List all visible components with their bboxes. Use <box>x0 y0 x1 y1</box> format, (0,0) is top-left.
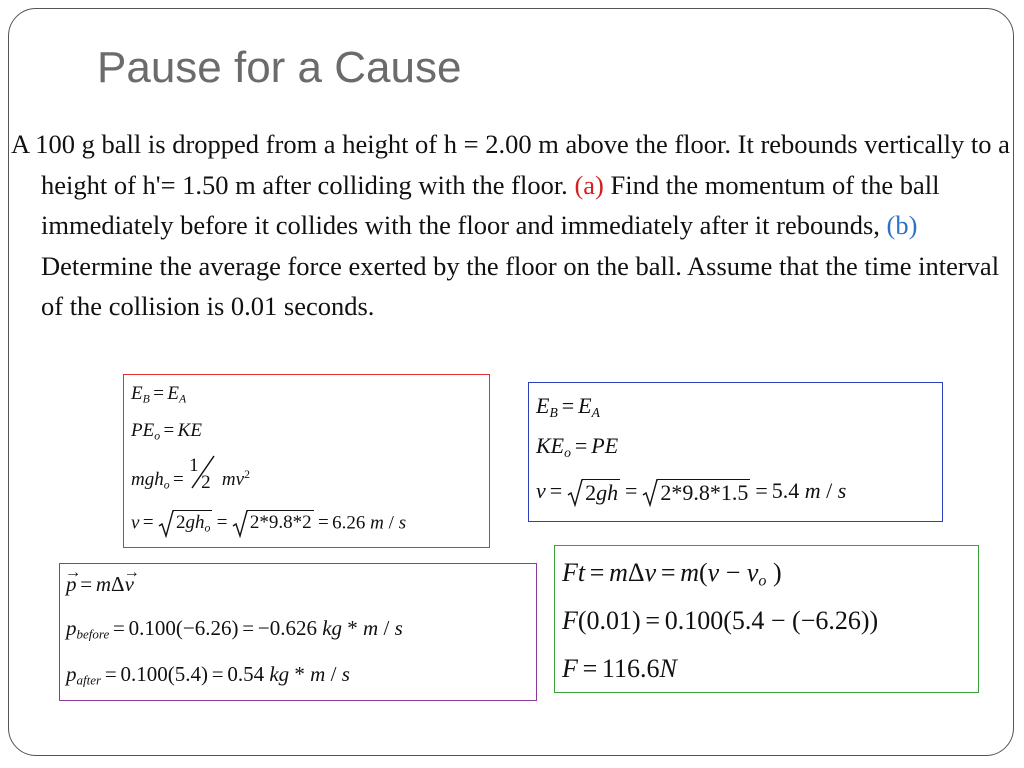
slide-title: Pause for a Cause <box>97 43 462 92</box>
momentum-box <box>59 563 537 701</box>
momentum-after: $p_{after} = 0.100(5.4) = 0.54$ kg * m / s <box>66 662 350 688</box>
energy-before-box <box>123 374 490 548</box>
problem-statement <box>11 124 1016 327</box>
velocity-equation: v = 2gh = 2*9.8*1.5 = 5.4 m / s <box>536 478 847 505</box>
sqrt-symbol: $2gh_o$ <box>158 510 212 538</box>
momentum-before: $p_{before} = 0.100(-6.26) = -0.626$ kg * m / s <box>66 616 403 642</box>
momentum-definition: → p = mΔ→ v <box>66 574 134 595</box>
pe-ke-equation: $PE_o$ = KE <box>131 420 202 443</box>
force-substitution: F(0.01) = 0.100(5.4 − (−6.26)) <box>562 606 879 635</box>
force-result: F = 116.6N <box>562 654 677 683</box>
force-box <box>554 545 979 693</box>
impulse-equation: $Ft = m\Delta v = m(v - v_o$ ) <box>562 558 782 590</box>
problem-text-2: Find the momentum of the ball immediately before it collides with the floor and immediately after it rebounds, <box>41 169 940 240</box>
mgh-equation: mgh$_o$ = 1 2 $mv^2$ <box>131 454 250 493</box>
half-fraction: 1 2 <box>187 466 217 485</box>
ke-pe-equation: $KE_o$ = PE <box>536 433 619 460</box>
part-b-label: (b) <box>886 210 918 240</box>
velocity-equation: v = $2gh_o$ = 2*9.8*2 = 6.26 m / s <box>131 510 406 538</box>
energy-equation: $E_B = E_A$ <box>536 393 600 420</box>
sqrt-symbol: 2*9.8*2 <box>232 510 314 538</box>
energy-equation: $E_B = E_A$ <box>131 383 187 406</box>
sqrt-symbol: 2*9.8*1.5 <box>642 479 750 507</box>
problem-text-1: A 100 g ball is dropped from a height of h = 2.00 m above the floor. It rebounds vertically to a height of h'= 1.50 m after colliding with the floor. <box>11 129 1010 200</box>
sqrt-symbol: 2gh <box>567 479 620 507</box>
energy-after-box <box>528 382 943 522</box>
problem-text-3: Determine the average force exerted by the floor on the ball. Assume that the time interval of the collision is 0.01 seconds. <box>41 250 1000 321</box>
part-a-label: (a) <box>574 169 604 200</box>
